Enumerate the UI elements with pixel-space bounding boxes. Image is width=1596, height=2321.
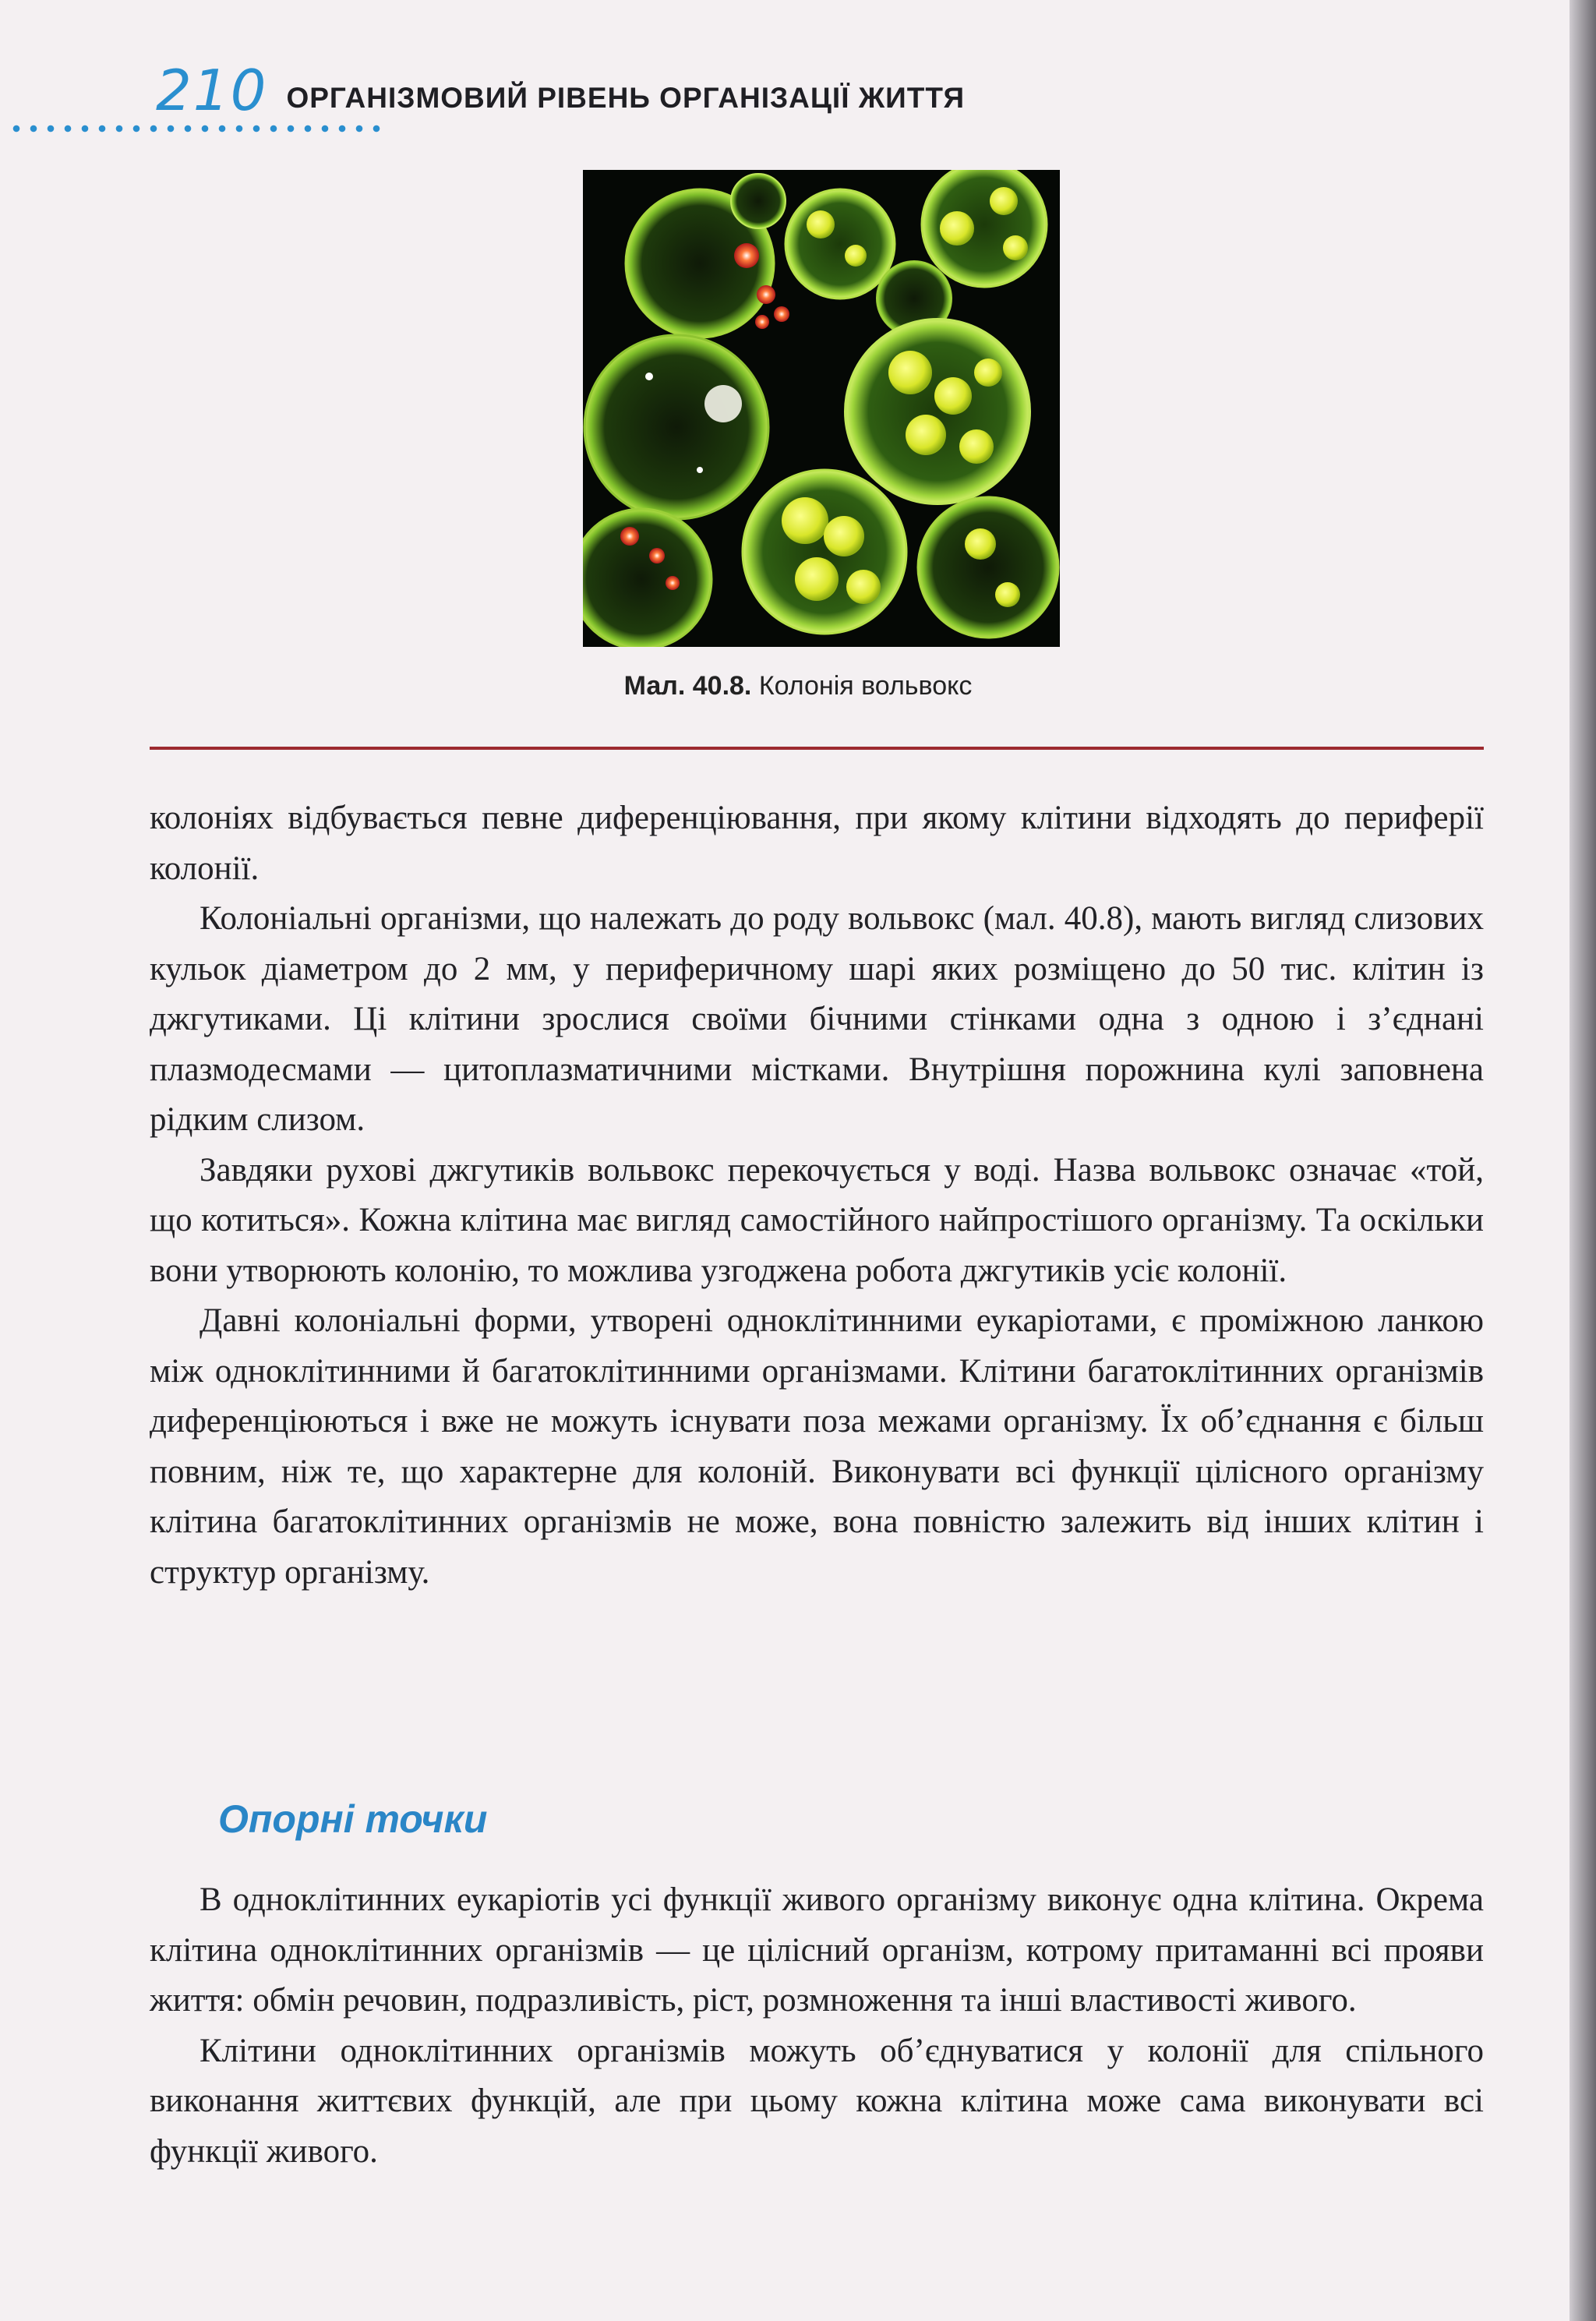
section-heading-key-points: Опорні точки (218, 1797, 488, 1841)
colony-top-right (922, 170, 1047, 287)
volvox-illustration (583, 170, 1060, 647)
chapter-title: ОРГАНІЗМОВИЙ РІВЕНЬ ОРГАНІЗАЦІЇ ЖИТТЯ (286, 82, 966, 114)
colony-middle-left (584, 335, 768, 519)
paragraph-colonial-forms: Давні колоніальні форми, утворені одноклітинними еукаріотами, є проміжною ланкою між одноклітинними й багатоклітинними організмами. Клітини багатоклітинних організмів диференціюються і вже не можуть існувати поза межами організму. Їх об’єднання є більш повним, ніж те, що характерне для колоній. Виконувати всі функції цілісного організму клітина багатоклітинних організмів не може, вона повністю залежить від інших клітин і структур організму. (150, 1302, 1484, 1591)
colony-top-center (786, 189, 895, 299)
volvox-colony-photo (583, 170, 1060, 647)
page-edge-shadow (1570, 0, 1596, 2321)
colony-bottom-right (918, 497, 1058, 638)
colony-bottom-left (583, 509, 711, 647)
colony-bottom-center (743, 470, 906, 634)
paragraph-volvox-description: Колоніальні організми, що належать до роду вольвокс (мал. 40.8), мають вигляд слизових кульок діаметром до 2 мм, у периферичному шарі яких розміщено до 50 тис. клітин із джгутиками. Ці клітини зрослися своїми бічними стінками одна з одною і з’єднані плазмодесмами — цитоплазматичними містками. Внутрішня порожнина кулі заповнена рідким слизом. (150, 900, 1484, 1138)
figure-caption-label: Мал. 40.8. (623, 671, 752, 701)
page-number: 210 (156, 58, 268, 123)
key-point-paragraph-1: В одноклітинних еукаріотів усі функції живого організму виконує одна клітина. Окрема клітина одноклітинних організмів — це цілісний організм, котрому притаманні всі прояви життя: обмін речовин, подразливість, ріст, розмноження та інші властивості живого. (150, 1881, 1484, 2019)
figure-caption-text: Колонія вольвокс (751, 671, 973, 701)
colony-middle-right (846, 320, 1029, 503)
header-dotted-line (8, 125, 382, 132)
paragraph-continued: колоніях відбувається певне диференціювання, при якому клітини відходять до периферії колонії. (150, 800, 1484, 887)
paragraph-volvox-movement: Завдяки рухові джгутиків вольвокс перекочується у воді. Назва вольвокс означає «той, що котиться». Кожна клітина має вигляд самостійного найпростішого організму. Та оскільки вони утворюють колонію, то можлива узгоджена робота джгутиків усіє колонії. (150, 1151, 1484, 1289)
key-points-text (150, 1875, 1484, 2177)
section-divider-rule (150, 747, 1484, 750)
key-point-paragraph-2: Клітини одноклітинних організмів можуть об’єднуватися у колонії для спільного виконання життєвих функцій, але при цьому кожна клітина може сама виконувати всі функції живого. (150, 2032, 1484, 2170)
main-text (150, 793, 1484, 1598)
figure-caption (0, 670, 1596, 701)
running-header (156, 56, 966, 123)
